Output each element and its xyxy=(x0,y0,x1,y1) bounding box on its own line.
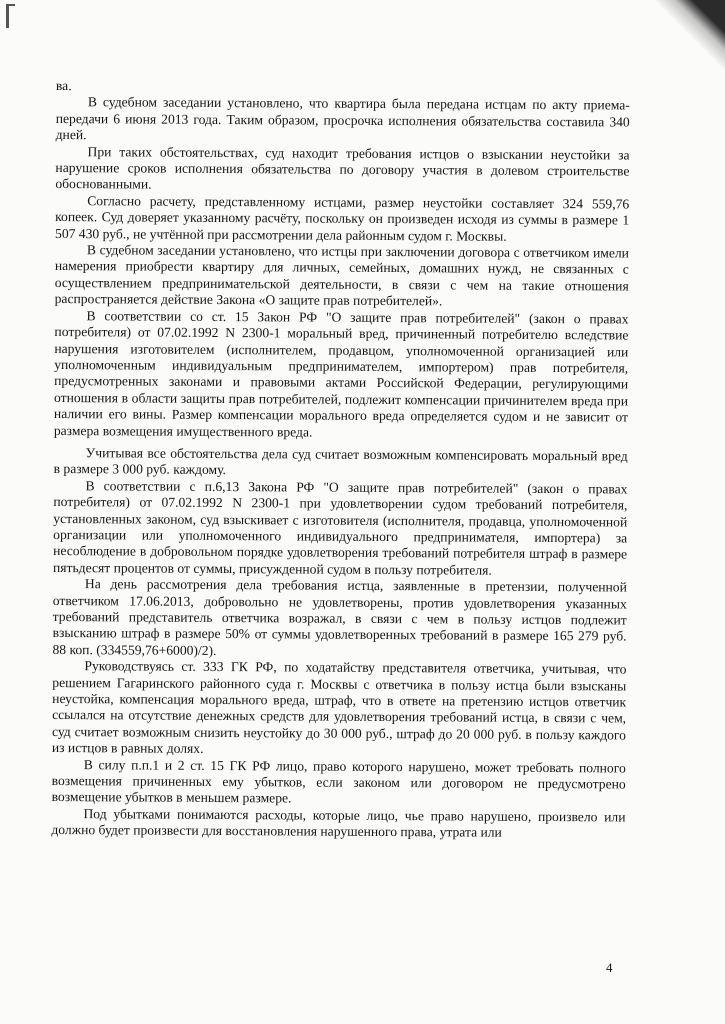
paragraph: Согласно расчету, представленному истцами, размер неустойки составляет 324 559,76 копеек. Суд доверяет указанному расчёту, поскольку он произведен исходя из суммы в размере 1 507 430 руб., не учтённой при рассмотрении дела районным судом г. Москвы. xyxy=(55,193,630,244)
paragraph: Под убытками понимаются расходы, которые лицо, чье право нарушено, произвело или должно будет произвести для восстановления нарушенного права, утрата или xyxy=(51,806,626,841)
page-number: 4 xyxy=(606,960,613,975)
paragraph: В соответствии с п.6,13 Закона РФ "О защите прав потребителей" (закон о правах потребителя) от 07.02.1992 N 2300-1 при удовлетворении судом требований потребителя, установленных законом, суд взыскивает с изготовителя (исполнителя, продавца, уполномоченной организации или уполномоченного индивидуального предпринимателя, импортера) за несоблюдение в добровольном порядке удовлетворения требований потребителя штраф в размере пятьдесят процентов от суммы, присужденной судом в пользу потребителя. xyxy=(52,477,628,578)
scan-corner-shadow xyxy=(635,0,725,90)
paragraph-continuation: ва. xyxy=(55,78,72,94)
paragraph: Руководствуясь ст. 333 ГК РФ, по ходатайству представителя ответчика, учитывая, что решением Гагаринского районного суда г. Москвы с ответчика в пользу истца были взысканы неустойка, компенсация морального вреда, штраф, что в ответе на претензию истцов ответчик ссылался на отсутствие денежных средств для удовлетворения требований истца, в связи с чем, суд считает возможным снизить неустойку до 30 000 руб., штраф до 20 000 руб. в пользу каждого из истцов в равных долях. xyxy=(51,658,627,757)
paragraph: В силу п.п.1 и 2 ст. 15 ГК РФ лицо, право которого нарушено, может требовать полного возмещения причиненных ему убытков, если законом или договором не предусмотрено возмещение убытков в меньшем размере. xyxy=(51,756,626,806)
document-body xyxy=(51,78,630,842)
paragraph: В судебном заседании установлено, что истцы при заключении договора с ответчиком имели намерения приобрести квартиру для личных, семейных, домашних нужд, не связанных с осуществлением предпринимательской деятельности, в связи с чем на такие отношения распространяется действие Закона «О защите прав потребителей». xyxy=(54,242,629,309)
paragraph: Учитывая все обстоятельства дела суд считает возможным компенсировать моральный вред в размере 3 000 руб. каждому. xyxy=(53,445,628,478)
scan-edge-mark xyxy=(6,4,9,28)
paragraph: На день рассмотрения дела требования истца, заявленные в претензии, полученной ответчиком 17.06.2013, добровольно не удовлетворены, против удовлетворения указанных требований представитель ответчика возражал, в связи с чем в пользу истцов подлежит взысканию штраф в размере 50% от суммы удовлетворенных требований в размере 165 279 руб. 88 коп. (334559,76+6000)/2). xyxy=(52,576,627,658)
paragraph: При таких обстоятельствах, суд находит требования истцов о взыскании неустойки за нарушение сроков исполнения обязательства по договору участия в долевом строительстве обоснованными. xyxy=(55,143,630,193)
scan-edge-mark-horizontal xyxy=(6,4,15,6)
paragraph: В соответствии со ст. 15 Закон РФ "О защите прав потребителей" (закон о правах потребителя) от 07.02.1992 N 2300-1 моральный вред, причиненный потребителю вследствие нарушения изготовителем (исполнителем, продавцом, уполномоченной организацией или уполномоченным индивидуальным предпринимателем, импортером) прав потребителя, предусмотренных законами и правовыми актами Российской Федерации, регулирующими отношения в области защиты прав потребителей, подлежит компенсации причинителем вреда при наличии его вины. Размер компенсации морального вреда определяется судом и не зависит от размера возмещения имущественного вреда. xyxy=(53,307,629,440)
paragraph: В судебном заседании установлено, что квартира была передана истцам по акту приема-передачи 6 июня 2013 года. Таким образом, просрочка исполнения обязательства составила 340 дней. xyxy=(55,94,630,143)
